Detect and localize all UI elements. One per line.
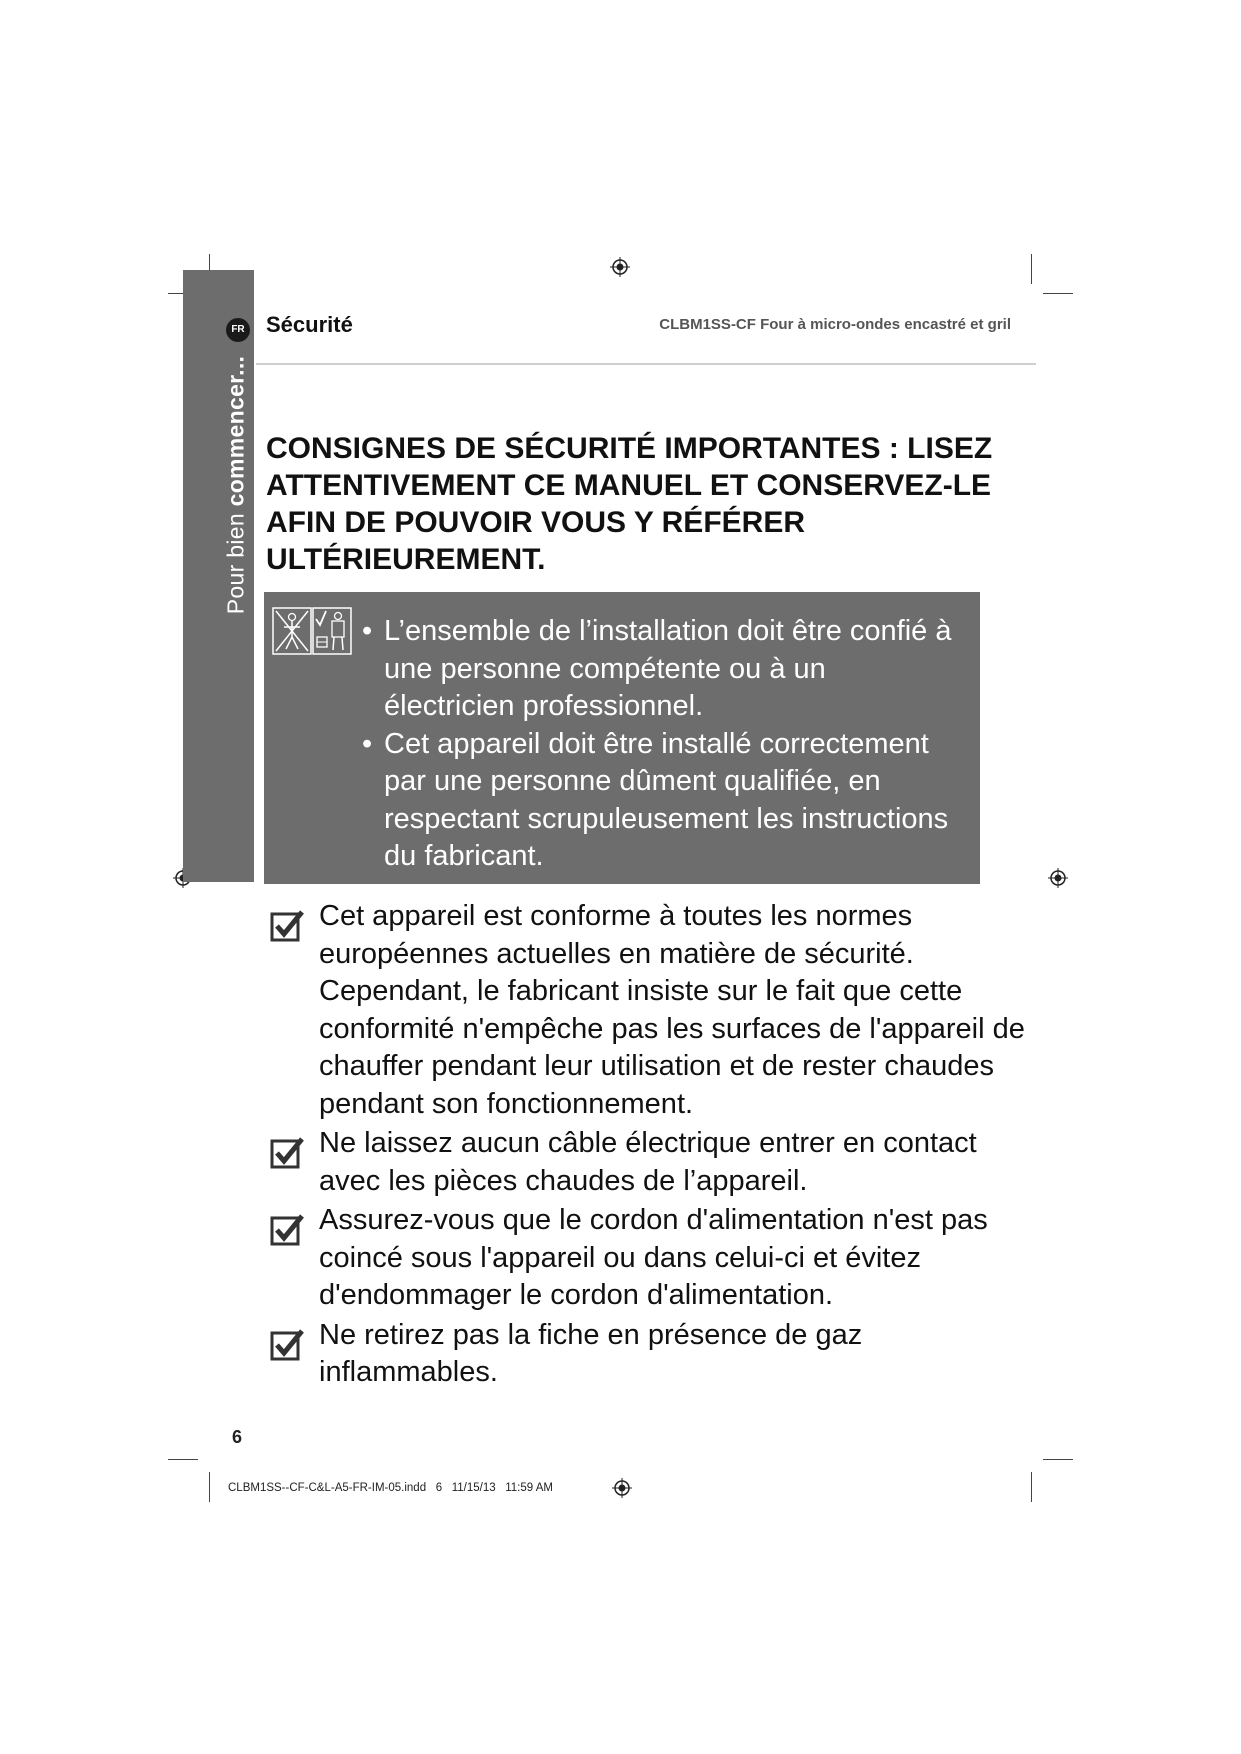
crop-mark (1031, 254, 1032, 284)
registration-target-icon (610, 257, 630, 277)
crop-mark (209, 1472, 210, 1502)
crop-mark (1043, 1459, 1073, 1460)
list-item: Ne retirez pas la fiche en présence de gaz inflammables. (266, 1317, 1026, 1392)
list-item: Cet appareil est conforme à toutes les normes européennes actuelles en matière de sécurité. Cependant, le fabricant insiste sur le fait que cette conformité n'empêche pas les surfaces de l'appareil de chauffer pendant leur utilisation et de rester chaudes pendant son fonctionnement. (266, 898, 1026, 1123)
bullet: • (362, 615, 373, 647)
checkbox-checked-icon (270, 908, 306, 944)
crop-mark (1031, 1472, 1032, 1502)
installation-list (362, 613, 962, 876)
bullet: • (362, 727, 373, 760)
safety-checklist (266, 898, 1026, 1394)
page-number: 6 (232, 1427, 243, 1447)
language-badge: FR (226, 318, 250, 342)
registration-target-icon (1048, 868, 1068, 888)
print-slug: CLBM1SS--CF-C&L-A5-FR-IM-05.indd 6 11/15/13 11:59 AM (228, 1482, 553, 1494)
checkbox-checked-icon (270, 1135, 306, 1171)
crop-mark (168, 1459, 198, 1460)
list-item: • L’ensemble de l’installation doit être confié à une personne compétente ou à un électricien professionnel. (362, 615, 952, 722)
list-item: • Cet appareil doit être installé correctement par une personne dûment qualifiée, en respectant scrupuleusement les instructions du fabricant. (362, 727, 949, 872)
professional-installation-icon (272, 607, 352, 655)
product-title: CLBM1SS-CF Four à micro-ondes encastré et gril (659, 316, 1011, 333)
main-heading: CONSIGNES DE SÉCURITÉ IMPORTANTES : LISEZ ATTENTIVEMENT CE MANUEL ET CONSERVEZ-LE AFIN DE POUVOIR VOUS Y RÉFÉRER ULTÉRIEUREMENT. (266, 432, 993, 576)
checkbox-checked-icon (270, 1212, 306, 1248)
side-tab-label: Pour bien commencer... (222, 355, 249, 615)
section-title: Sécurité (266, 312, 353, 337)
header-divider (256, 363, 1036, 365)
crop-mark (1043, 293, 1073, 294)
list-item: Assurez-vous que le cordon d'alimentation n'est pas coincé sous l'appareil ou dans celui-ci et évitez d'endommager le cordon d'alimentation. (266, 1202, 1026, 1315)
registration-target-icon (612, 1478, 632, 1498)
list-item: Ne laissez aucun câble électrique entrer en contact avec les pièces chaudes de l’appareil. (266, 1125, 1026, 1200)
checkbox-checked-icon (270, 1327, 306, 1363)
